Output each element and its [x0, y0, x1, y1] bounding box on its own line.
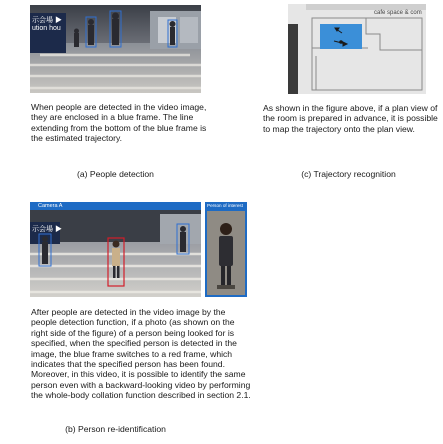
- person-reid-image: [30, 202, 201, 297]
- trajectory-description: As shown in the figure above, if a plan view of the room is prepared in advance, it is possible to map the trajectory onto the plan view.: [263, 103, 438, 134]
- trajectory-plan-view: [288, 4, 426, 94]
- person-of-interest-title: Person of interest: [207, 203, 244, 208]
- signage-text: 示会場 ▶: [32, 226, 62, 233]
- person-reid-description: After people are detected in the video image by the people detection function, if a photo (as shown on the right side of the figure) of a person being looked for is specified, when the specified person is detected in the image, the blue frame switches to a red frame, which indicates that the specified person has been found. Moreover, in this video, it is possible to identify the same person even with a backward-looking video by performing the whole-body collation function described in section 2.1.: [31, 307, 251, 401]
- people-detection-caption: (a) People detection: [77, 169, 154, 179]
- people-detection-description: When people are detected in the video image, they are enclosed in a blue frame. The line extending from the bottom of the blue frame is the estimated trajectory.: [31, 102, 207, 144]
- person-of-interest-panel: [205, 202, 247, 297]
- camera-label: Camera A: [38, 203, 63, 209]
- signage-text: 示会場 ▶: [32, 17, 62, 24]
- trajectory-caption: (c) Trajectory recognition: [301, 169, 396, 179]
- person-reid-caption: (b) Person re-identification: [65, 424, 166, 434]
- plan-room-label: cafe space & com: [374, 10, 422, 16]
- signage-text: ution hou: [32, 25, 61, 32]
- people-detection-image: [30, 5, 201, 93]
